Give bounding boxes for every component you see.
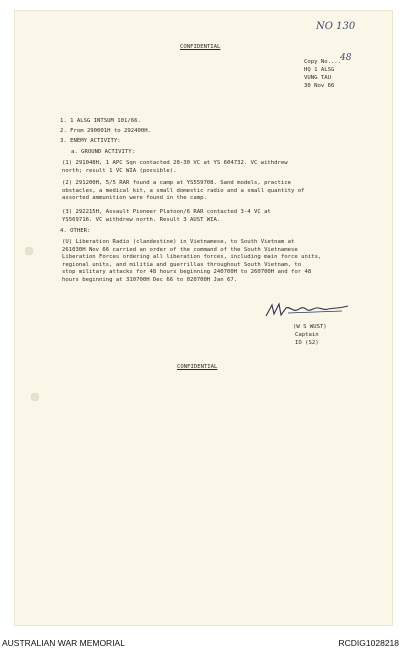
signatory-role: IO (S2) [295,340,319,346]
footer-record-id: RCDIG1028218 [338,638,399,648]
signatory-rank: Captain [295,332,319,338]
headquarters: HQ 1 ALSG [304,67,335,73]
classification-bottom: CONFIDENTIAL [177,364,218,370]
signatory-name: (W S WUST) [293,324,327,330]
item-3: 3. ENEMY ACTIVITY: [60,138,121,144]
subheading-ground-activity: a. GROUND ACTIVITY: [71,149,135,155]
paragraph-2: (2) 291200H, 5/5 RAR found a camp at YS559708. Sand models, practice obstacles, a medical kit, a small domestic radio and a small quantity of assorted ammunition were found in the camp. [62,180,305,202]
footer-institution: AUSTRALIAN WAR MEMORIAL [2,638,125,648]
classification-top: CONFIDENTIAL [180,44,221,50]
other-paragraph: (U) Liberation Radio (clandestine) in Vietnamese, to South Vietnam at 261030H Nov 66 carried an order of the command of the South Vietnamese Liberation Forces ordering all liberation forces, including main force units, regional units, and militia and guerrillas throughout South Vietnam, to stop military attacks for 48 hours beginning 240700H to 260700H and for 48 hours beginning at 310700H Dec 66 to 020700H Jan 67. [62,239,322,283]
signature [262,300,352,322]
item-2: 2. From 290001H to 292400H. [60,128,151,134]
paragraph-3: (3) 292215H, Assault Pioneer Platoon/6 RAR contacted 3-4 VC at YS569716. VC withdrew north. Result 3 AUST WIA. [62,209,271,223]
paragraph-1: (1) 291048H, 1 APC Sqn contacted 20-30 VC at YS 604732. VC withdrew north; result 1 VC WIA (possible). [62,160,288,174]
item-1: 1. 1 ALSG INTSUM 101/66. [60,118,141,124]
archive-footer [0,630,403,654]
location: VUNG TAU [304,75,331,81]
copy-number-handwritten: 48 [340,53,352,63]
copy-number-label: Copy No.... [304,59,342,65]
document-page [14,10,393,626]
punch-hole-bottom [31,393,39,401]
handwritten-reference-number: NO 130 [316,21,356,32]
punch-hole-top [25,247,33,255]
document-date: 30 Nov 66 [304,83,335,89]
item-4: 4. OTHER: [60,228,91,234]
